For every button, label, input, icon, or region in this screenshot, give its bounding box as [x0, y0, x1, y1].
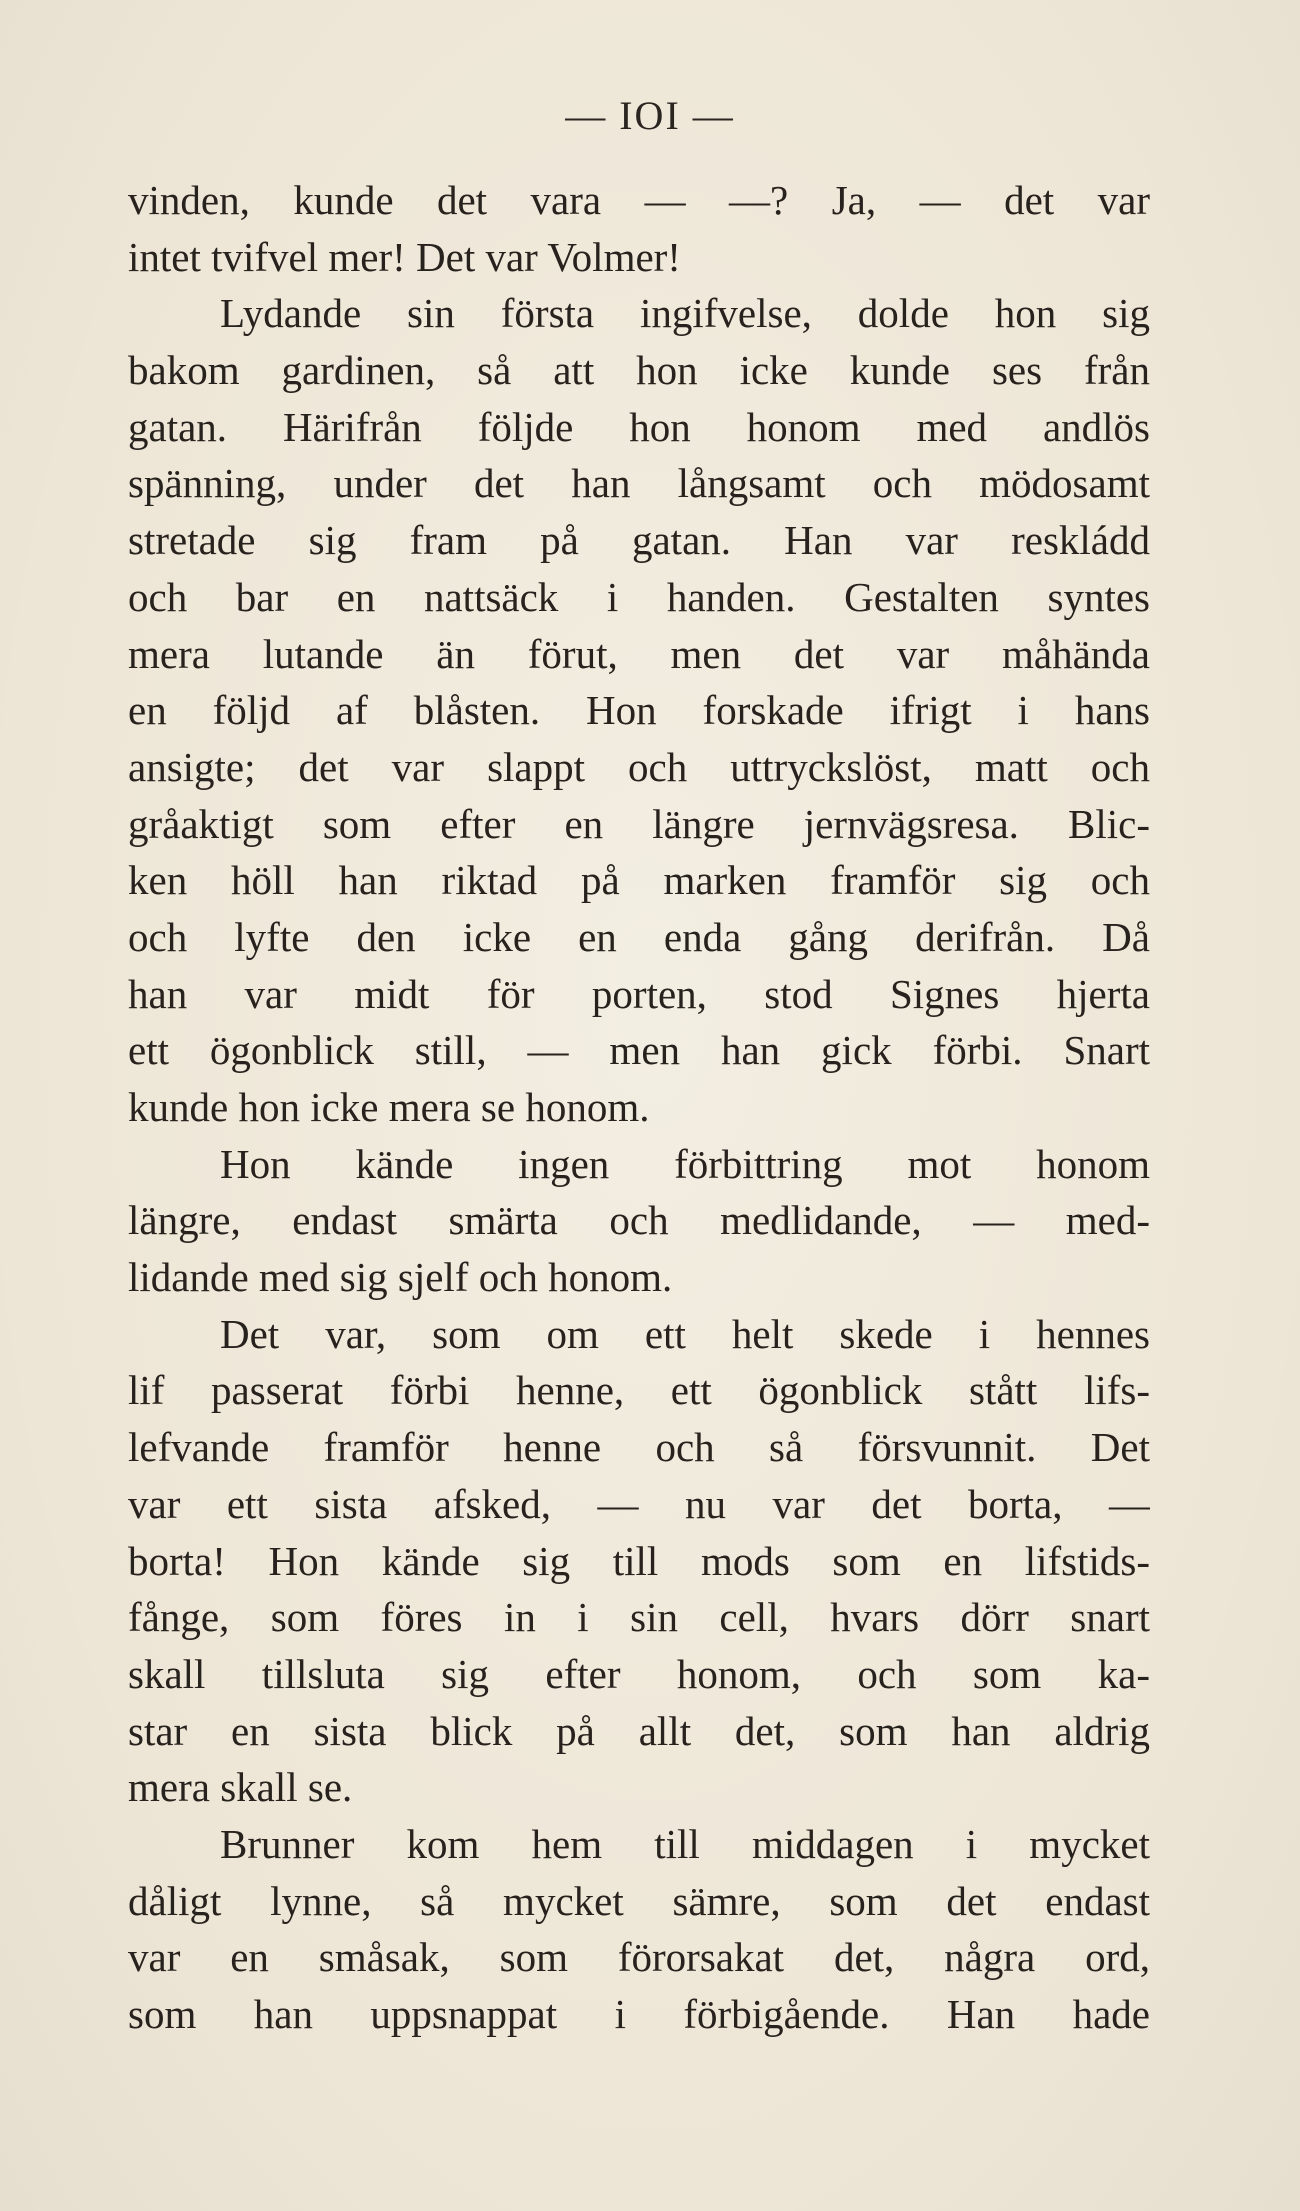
text-line: vinden, kunde det vara — —? Ja, — det var: [128, 177, 1150, 223]
text-line: och lyfte den icke en enda gång derifrån. Då: [128, 913, 1150, 960]
text-line: fånge, som föres in i sin cell, hvars dörr snart: [128, 1594, 1150, 1641]
text-line: lefvande framför henne och så försvunnit. Det: [128, 1424, 1150, 1471]
text-line: var ett sista afsked, — nu var det borta, —: [128, 1480, 1150, 1527]
text-line: star en sista blick på allt det, som han aldrig: [128, 1707, 1150, 1754]
text-line: intet tvifvel mer! Det var Volmer!: [128, 233, 681, 280]
text-line: Det var, som om ett helt skede i hennes: [220, 1310, 1150, 1357]
text-line: ken höll han riktad på marken framför sig och: [128, 857, 1150, 904]
text-line: borta! Hon kände sig till mods som en lifstids-: [128, 1537, 1150, 1584]
text-line: ett ögonblick still, — men han gick förbi. Snart: [128, 1027, 1150, 1074]
page-number: — IOI —: [565, 93, 735, 138]
text-line: dåligt lynne, så mycket sämre, som det endast: [128, 1877, 1150, 1924]
text-line: bakom gardinen, så att hon icke kunde ses från: [128, 347, 1150, 394]
text-line: en följd af blåsten. Hon forskade ifrigt i hans: [128, 687, 1150, 734]
text-line: spänning, under det han långsamt och mödosamt: [128, 460, 1150, 507]
text-line: som han uppsnappat i förbigående. Han hade: [128, 1991, 1150, 2037]
text-line: kunde hon icke mera se honom.: [128, 1084, 650, 1130]
text-line: Hon kände ingen förbittring mot honom: [220, 1140, 1150, 1187]
text-line: lif passerat förbi henne, ett ögonblick stått lifs-: [128, 1367, 1150, 1414]
text-line: mera skall se.: [128, 1764, 353, 1811]
text-line: ansigte; det var slappt och uttryckslöst, matt och: [128, 743, 1150, 790]
text-line: mera lutande än förut, men det var måhända: [128, 630, 1150, 677]
text-line: och bar en nattsäck i handen. Gestalten syntes: [128, 573, 1150, 620]
text-line: lidande med sig sjelf och honom.: [128, 1254, 673, 1301]
text-line: Lydande sin första ingifvelse, dolde hon sig: [220, 290, 1150, 337]
text-line: han var midt för porten, stod Signes hjerta: [128, 970, 1150, 1017]
text-line: var en småsak, som förorsakat det, några ord,: [128, 1934, 1150, 1981]
text-line: längre, endast smärta och medlidande, — med-: [128, 1197, 1150, 1244]
body-text: [128, 172, 1150, 2043]
text-line: gråaktigt som efter en längre jernvägsresa. Blic-: [128, 800, 1150, 847]
text-line: gatan. Härifrån följde hon honom med andlös: [128, 403, 1150, 450]
text-line: stretade sig fram på gatan. Han var reskládd: [128, 517, 1150, 564]
text-line: skall tillsluta sig efter honom, och som ka-: [128, 1650, 1150, 1697]
text-line: Brunner kom hem till middagen i mycket: [220, 1820, 1150, 1867]
